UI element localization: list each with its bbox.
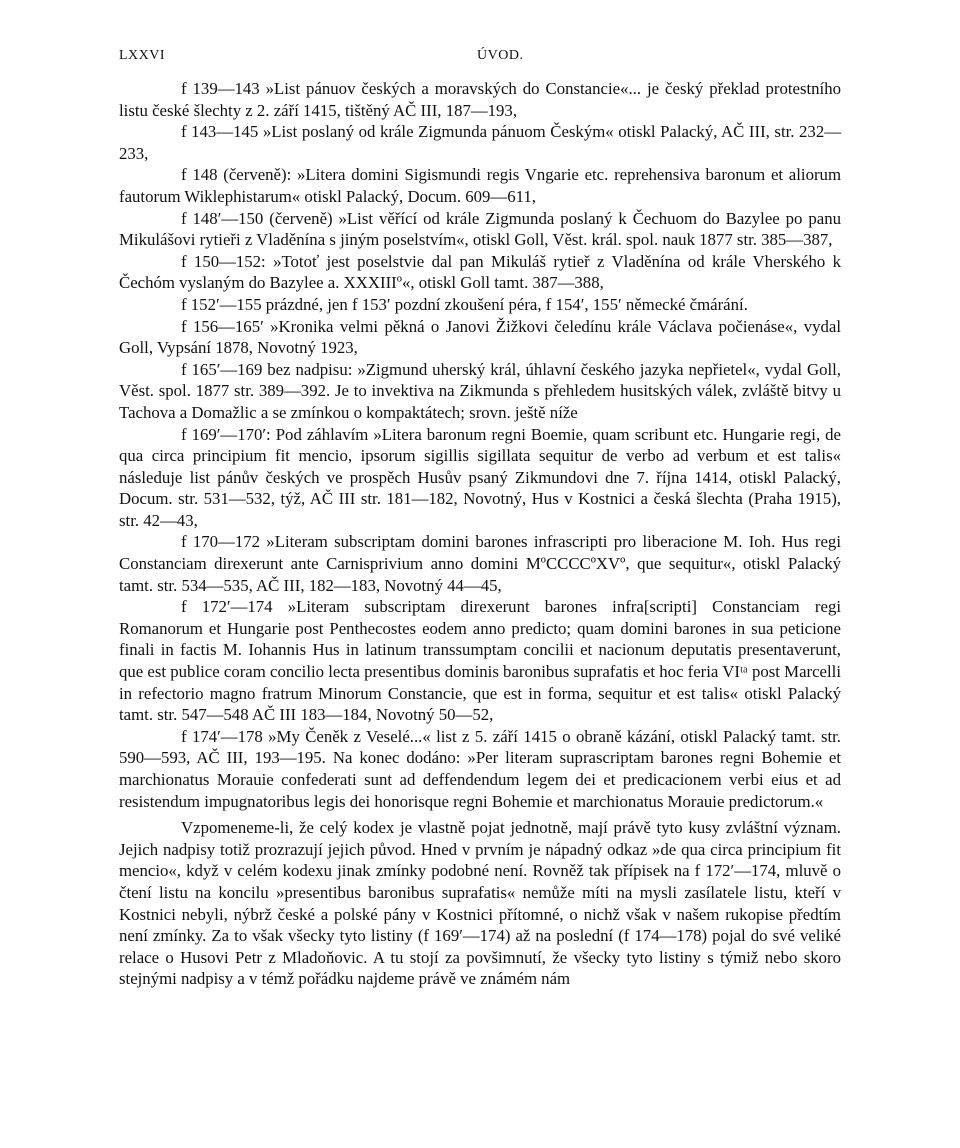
running-title: ÚVOD. [477,48,524,63]
folio-entry: f 139—143 »List pánuov českých a moravských do Constancie«... je český překlad protestního listu české šlechty z 2. září 1415, tištěný AČ III, 187—193, [119,79,841,120]
folio-entry: f 152′—155 prázdné, jen f 153′ pozdní zkoušení péra, f 154′, 155′ německé čmárání. [181,294,748,314]
folio-entry: f 170—172 »Literam subscriptam domini barones infrascripti pro liberacione M. Ioh. Hus regi Constanciam direxerunt ante Carnisprivium anno domini MºCCCCºXVº, que sequitur«, otiskl Palacký tamt. str. 534—535, AČ III, 182—183, Novotný 44—45, [119,532,841,595]
folio-entry: f 148′—150 (červeně) »List věřící od krále Zigmunda poslaný k Čechuom do Bazylee po panu Mikulášovi rytieři z Vladěnína s jiným poselstvím«, otiskl Goll, Věst. král. spol. nauk 1877 str. 385—387, [119,208,841,250]
folio-entry: f 172′—174 »Literam subscriptam direxerunt barones infra[scripti] Constanciam regi Romanorum et Hungarie post Penthecostes eodem anno predicto; quam domini barones in sua peticione finali in factis M. Iohannis Hus in latinum transsumptam concilii et nacionum deputatis presentaverunt, que est publice coram concilio lecta presentibus dominis baronibus suprafatis et hoc feria VIᵗᵃ post Marcelli in refectorio magno fratrum Minorum Constancie, que est in forma, sequitur et est talis« otiskl Palacký tamt. str. 547—548 AČ III 183—184, Novotný 50—52, [119,597,841,725]
folio-entry: f 165′—169 bez nadpisu: »Zigmund uherský král, úhlavní českého jazyka nepřietel«, vydal Goll, Věst. spol. 1877 str. 389—392. Je to invektiva na Zikmunda s přehledem husitských válek, zvláště bitvy u Tachova a Domažlic a se zmínkou o kompaktátech; srovn. ještě níže [119,359,841,422]
folio-entry: f 150—152: »Totoť jest poselstvie dal pan Mikuláš rytieř z Vladěnína od krále Vherského k Čechóm vyslaným do Bazylee a. XXXIIIº«, otiskl Goll tamt. 387—388, [119,251,841,293]
folio-entry: f 169′—170′: Pod záhlavím »Litera baronum regni Boemie, quam scribunt etc. Hungarie regi, de qua circa principium fit mencio, ipsorum sigillis sigillata sequitur de verbo ad verbum et est talis« následuje list pánův českých ve prospěch Husův psaný Zikmundovi dne 7. října 1414, otiskl Palacký, Docum. str. 531—532, týž, AČ III str. 181—182, Novotný, Hus v Kostnici a česká šlechta (Praha 1915), str. 42—43, [119,424,841,530]
page-header [119,48,841,70]
folio-entry: f 174′—178 »My Čeněk z Veselé...« list z 5. září 1415 o obraně kázání, otiskl Palacký tamt. str. 590—593, AČ III, 193—195. Na konec dodáno: »Per literam suprascriptam barones regni Bohemie et marchionatus Morauie confederati sunt ad deffendendum legem dei et predicacionem verbi eius et ad resistendum impugnatoribus legis dei honorisque regni Bohemie et marchionatus Morauie predictorum.« [119,726,841,811]
body-paragraph: Vzpomeneme-li, že celý kodex je vlastně pojat jednotně, mají právě tyto kusy zvláštní význam. Jejich nadpisy totiž prozrazují jejich původ. Hned v prvním je nápadný odkaz »de qua circa principium fit mencio«, když v celém kodexu jinak zmínky podobné není. Rovněž tak přípisek na f 172′—174, mluvě o čtení listu na koncilu »presentibus baronibus suprafatis« nemůže míti na mysli zasílatele listu, kteří v Kostnici nebyli, nýbrž české a polské pány v Kostnici přítomné, o nichž však v našem rukopise předtím není zmínky. Za to však všecky tyto listiny (f 169′—174) až na poslední (f 174—178) pojal do své veliké relace o Husovi Petr z Mladoňovic. A tu stojí za povšimnutí, že všecky tyto listiny s týmiž nebo skoro stejnými nadpisy a v témž pořádku najdeme právě ve známém nám [119,818,841,989]
page-number: LXXVI [119,48,166,63]
folio-entry: f 156—165′ »Kronika velmi pěkná o Janovi Žižkovi čeledínu krále Václava počienáse«, vydal Goll, Vypsání 1878, Novotný 1923, [119,316,841,358]
folio-entry: f 143—145 »List poslaný od krále Zigmunda pánuom Českým« otiskl Palacký, AČ III, str. 232—233, [119,122,841,163]
body-text [119,78,841,990]
folio-entry: f 148 (červeně): »Litera domini Sigismundi regis Vngarie etc. reprehensiva baronum et aliorum fautorum Wiklephistarum« otiskl Palacký, Docum. 609—611, [119,165,841,206]
